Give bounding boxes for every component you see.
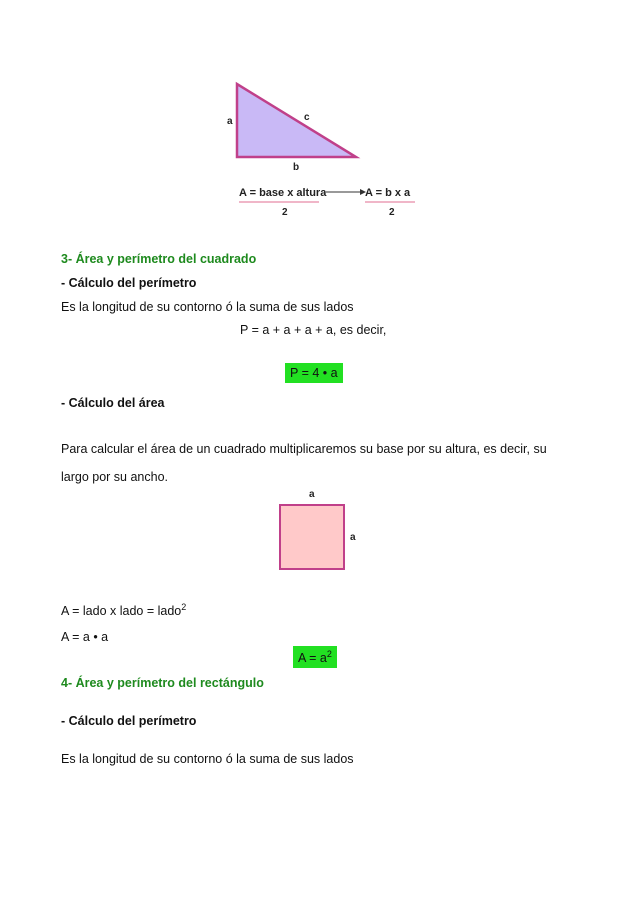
triangle-label-a: a <box>227 116 233 127</box>
section3-area-heading: - Cálculo del área <box>61 396 165 410</box>
square-area-formula1-text: A = lado x lado = lado <box>61 604 182 619</box>
triangle-label-b: b <box>293 162 300 173</box>
formula-left: A = base x altura <box>239 187 327 199</box>
square-shape <box>280 505 344 569</box>
square-area-formula1 <box>61 602 186 618</box>
formula-right: A = b x a <box>365 187 411 199</box>
section4-perimeter-heading: - Cálculo del perímetro <box>61 714 197 728</box>
square-area-result-exponent: 2 <box>326 649 332 659</box>
section3-area-text-line1: Para calcular el área de un cuadrado multiplicaremos su base por su altura, es decir, su <box>61 442 547 456</box>
section3-perimeter-result: P = 4 • a <box>285 363 343 383</box>
formula-left-denominator: 2 <box>282 207 288 218</box>
section4-perimeter-text: Es la longitud de su contorno ó la suma de sus lados <box>61 752 354 766</box>
formula-right-denominator: 2 <box>389 207 395 218</box>
square-area-formula2: A = a • a <box>61 630 109 644</box>
square-area-formula1-exponent: 2 <box>181 602 187 612</box>
triangle-figure <box>222 78 422 218</box>
section4-title: 4- Área y perímetro del rectángulo <box>61 676 264 690</box>
section3-area-text-line2: largo por su ancho. <box>61 470 169 484</box>
section3-perimeter-text: Es la longitud de su contorno ó la suma de sus lados <box>61 300 354 314</box>
triangle-label-c: c <box>304 112 310 123</box>
square-figure <box>270 484 370 576</box>
section3-title: 3- Área y perímetro del cuadrado <box>61 252 257 266</box>
square-area-result <box>293 646 337 668</box>
square-label-top: a <box>309 489 315 500</box>
section3-perimeter-formula: P = a + a + a + a, es decir, <box>240 323 387 337</box>
right-triangle <box>237 84 356 157</box>
section3-perimeter-heading: - Cálculo del perímetro <box>61 276 197 290</box>
square-label-right: a <box>350 532 356 543</box>
square-area-result-text: A = a <box>298 651 327 666</box>
